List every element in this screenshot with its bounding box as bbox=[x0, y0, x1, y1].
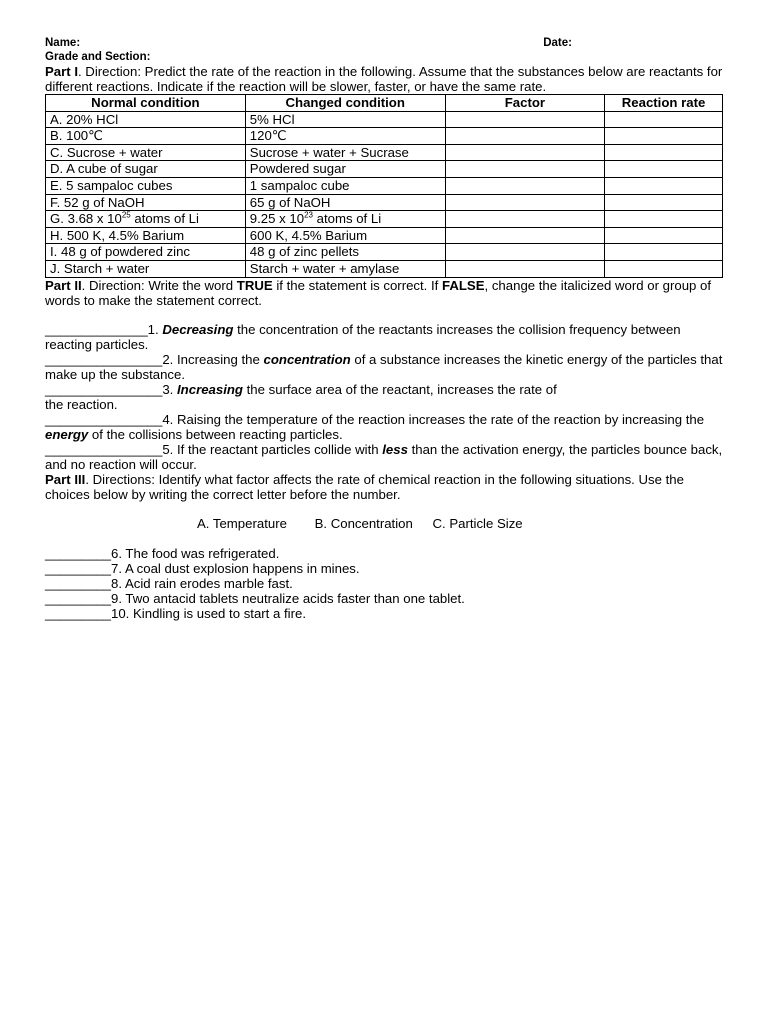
factor-cell[interactable] bbox=[445, 177, 604, 194]
normal-cell: B. 100℃ bbox=[46, 128, 246, 145]
list-item[interactable]: _________10. Kindling is used to start a fire. bbox=[45, 605, 306, 621]
part1-direction bbox=[45, 64, 725, 94]
changed-cell: 48 g of zinc pellets bbox=[245, 244, 445, 261]
changed-cell: 600 K, 4.5% Barium bbox=[245, 227, 445, 244]
list-item bbox=[45, 322, 725, 352]
statement-text: than the activation energy, the particles bounce back, and no reaction will occur. bbox=[45, 441, 723, 472]
list-item bbox=[45, 352, 725, 382]
changed-text: 9.25 x 10 bbox=[249, 211, 305, 227]
answer-blank[interactable]: ________________4. Raising the temperature of the reaction increases the rate of the reaction by increasing the bbox=[45, 411, 705, 427]
worksheet bbox=[45, 36, 725, 621]
table-row bbox=[46, 260, 723, 277]
part2-direction-text: if the statement is correct. If bbox=[272, 277, 443, 293]
factor-cell[interactable] bbox=[445, 161, 604, 178]
rate-cell[interactable] bbox=[605, 161, 723, 178]
rate-cell[interactable] bbox=[605, 177, 723, 194]
italic-key: concentration bbox=[263, 351, 351, 367]
factor-cell[interactable] bbox=[445, 227, 604, 244]
answer-blank[interactable]: ________________3. bbox=[45, 381, 178, 397]
statement-text: the surface area of the reactant, increases the rate of bbox=[242, 381, 557, 397]
list-item[interactable]: _________6. The food was refrigerated. bbox=[45, 545, 280, 561]
changed-cell: Powdered sugar bbox=[245, 161, 445, 178]
rate-cell[interactable] bbox=[605, 244, 723, 261]
changed-cell: 5% HCl bbox=[245, 111, 445, 128]
exponent: 23 bbox=[304, 210, 313, 220]
statement-text: of the collisions between reacting particles. bbox=[88, 426, 343, 442]
factor-cell[interactable] bbox=[445, 128, 604, 145]
table-row bbox=[46, 161, 723, 178]
name-label: Name: bbox=[45, 37, 81, 49]
rate-cell[interactable] bbox=[605, 111, 723, 128]
factor-cell[interactable] bbox=[445, 194, 604, 211]
table-row bbox=[46, 211, 723, 228]
part3-direction-text: . Directions: Identify what factor affects the rate of chemical reaction in the following situations. Use the choices below by writing the correct letter before the number. bbox=[45, 471, 684, 502]
col-factor: Factor bbox=[445, 95, 604, 112]
list-item bbox=[45, 382, 725, 412]
factor-cell[interactable] bbox=[445, 111, 604, 128]
list-item bbox=[45, 412, 725, 442]
changed-text: atoms of Li bbox=[312, 211, 382, 227]
true-word: TRUE bbox=[236, 277, 273, 293]
normal-cell: C. Sucrose + water bbox=[46, 144, 246, 161]
normal-cell: I. 48 g of powdered zinc bbox=[46, 244, 246, 261]
statement-text: the reaction. bbox=[45, 396, 118, 412]
table-header-row bbox=[46, 95, 723, 112]
list-item[interactable]: _________9. Two antacid tablets neutralize acids faster than one tablet. bbox=[45, 590, 465, 606]
changed-cell: Starch + water + amylase bbox=[245, 260, 445, 277]
part2-direction-text: . Direction: Write the word bbox=[81, 277, 237, 293]
answer-blank[interactable]: ________________2. Increasing the bbox=[45, 351, 264, 367]
table-row bbox=[46, 227, 723, 244]
normal-cell: D. A cube of sugar bbox=[46, 161, 246, 178]
part3-direction bbox=[45, 472, 725, 502]
header bbox=[45, 36, 725, 64]
part1-title: Part I bbox=[45, 64, 78, 79]
table-row bbox=[46, 111, 723, 128]
part2-direction-text: , change the italicized word or group of words to make the statement correct. bbox=[45, 277, 712, 308]
normal-cell: E. 5 sampaloc cubes bbox=[46, 177, 246, 194]
changed-cell: Sucrose + water + Sucrase bbox=[245, 144, 445, 161]
col-changed-condition: Changed condition bbox=[245, 95, 445, 112]
normal-cell: A. 20% HCl bbox=[46, 111, 246, 128]
part2-direction bbox=[45, 278, 725, 308]
list-item[interactable]: _________7. A coal dust explosion happens in mines. bbox=[45, 560, 360, 576]
table-row bbox=[46, 144, 723, 161]
italic-key: Increasing bbox=[177, 381, 243, 397]
normal-cell: H. 500 K, 4.5% Barium bbox=[46, 227, 246, 244]
italic-key: energy bbox=[45, 426, 89, 442]
changed-cell: 65 g of NaOH bbox=[245, 194, 445, 211]
table-row bbox=[46, 128, 723, 145]
col-normal-condition: Normal condition bbox=[46, 95, 246, 112]
choice-particle-size: C. Particle Size bbox=[432, 515, 523, 531]
changed-cell: 1 sampaloc cube bbox=[245, 177, 445, 194]
changed-cell: 120℃ bbox=[245, 128, 445, 145]
rate-cell[interactable] bbox=[605, 211, 723, 228]
table-row bbox=[46, 194, 723, 211]
rate-cell[interactable] bbox=[605, 144, 723, 161]
list-item[interactable]: _________8. Acid rain erodes marble fast. bbox=[45, 575, 293, 591]
false-word: FALSE bbox=[442, 277, 485, 293]
answer-blank[interactable]: ________________5. If the reactant particles collide with bbox=[45, 441, 383, 457]
factor-cell[interactable] bbox=[445, 244, 604, 261]
exponent: 25 bbox=[121, 210, 131, 220]
grade-section-label: Grade and Section: bbox=[45, 51, 151, 63]
normal-cell: J. Starch + water bbox=[46, 260, 246, 277]
part1-direction-text: . Direction: Predict the rate of the reaction in the following. Assume that the substances below are reactants for different reactions. Indicate if the reaction will be slower, faster, or have the same rate. bbox=[45, 64, 723, 94]
normal-text: atoms of Li bbox=[130, 211, 199, 227]
part3-title: Part III bbox=[45, 471, 86, 487]
choice-temperature: A. Temperature bbox=[197, 515, 287, 531]
italic-key: Decreasing bbox=[162, 321, 234, 337]
part3-items bbox=[45, 546, 725, 621]
factor-cell[interactable] bbox=[445, 211, 604, 228]
normal-cell: F. 52 g of NaOH bbox=[46, 194, 246, 211]
factor-cell[interactable] bbox=[445, 260, 604, 277]
normal-text: G. 3.68 x 10 bbox=[50, 211, 122, 227]
part2-title: Part II bbox=[45, 277, 82, 293]
col-reaction-rate: Reaction rate bbox=[605, 95, 723, 112]
part1-table bbox=[45, 94, 723, 278]
list-item bbox=[45, 442, 725, 472]
rate-cell[interactable] bbox=[605, 227, 723, 244]
choices-row bbox=[45, 516, 725, 531]
rate-cell[interactable] bbox=[605, 260, 723, 277]
italic-key: less bbox=[382, 441, 408, 457]
rate-cell[interactable] bbox=[605, 128, 723, 145]
date-label: Date: bbox=[543, 37, 572, 49]
table-row bbox=[46, 177, 723, 194]
normal-cell bbox=[46, 211, 246, 228]
part2-items bbox=[45, 322, 725, 472]
statement-text: the concentration of the reactants increases the collision frequency between reacting particles. bbox=[45, 321, 681, 352]
answer-blank[interactable]: ______________1. bbox=[45, 321, 163, 337]
factor-cell[interactable] bbox=[445, 144, 604, 161]
statement-text: of a substance increases the kinetic energy of the particles that make up the substance. bbox=[45, 351, 723, 382]
changed-cell bbox=[245, 211, 445, 228]
choice-concentration: B. Concentration bbox=[314, 515, 413, 531]
table-row bbox=[46, 244, 723, 261]
rate-cell[interactable] bbox=[605, 194, 723, 211]
